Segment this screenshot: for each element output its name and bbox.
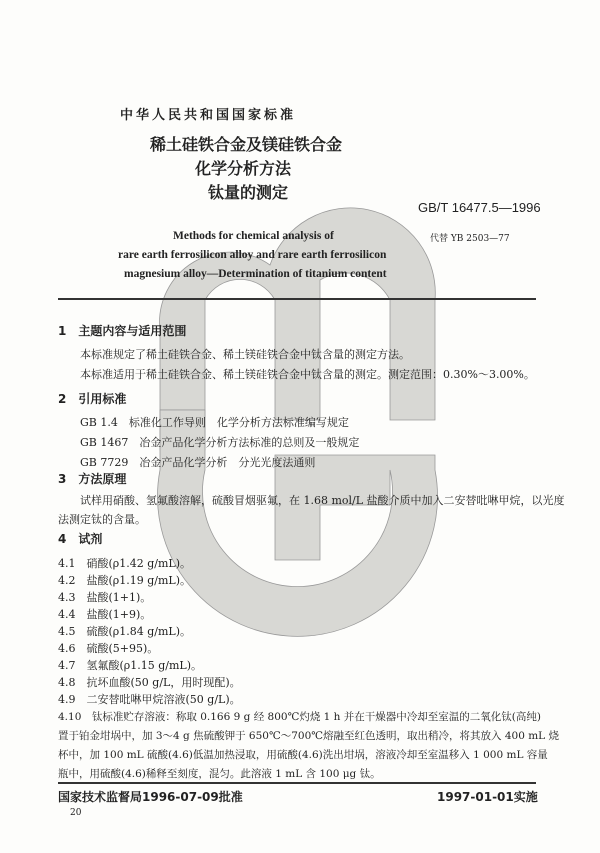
replaces: 代替 YB 2503—77 [430, 234, 510, 244]
title-line-1: 稀土硅铁合金及镁硅铁合金 [150, 135, 343, 154]
reagent-item: 4.1 硝酸(ρ1.42 g/mL)。 [58, 557, 192, 570]
page-number: 20 [70, 808, 82, 818]
paragraph: 本标准规定了稀土硅铁合金、稀土镁硅铁合金中钛含量的测定方法。 [80, 348, 410, 361]
effective-date: 1997-01-01实施 [437, 790, 538, 804]
english-title-2: rare earth ferrosilicon alloy and rare earth ferrosilicon [118, 249, 387, 261]
paragraph: 置于铂金坩埚中，加 3～4 g 焦硫酸钾于 650℃～700℃熔融至红色透明，取出稍冷，将其放入 400 mL 烧 [58, 730, 559, 742]
paragraph: 本标准适用于稀土硅铁合金、稀土镁硅铁合金中钛含量的测定。测定范围：0.30%～3.00%。 [80, 368, 535, 381]
paragraph: 瓶中，用硫酸(4.6)稀释至刻度，混匀。此溶液 1 mL 含 100 μg 钛。 [58, 768, 381, 780]
approval-date: 国家技术监督局1996-07-09批准 [58, 790, 243, 804]
divider [58, 298, 536, 300]
paragraph: 试样用硝酸、氢氟酸溶解，硫酸冒烟驱氟，在 1.68 mol/L 盐酸介质中加入二安替吡啉甲烷，以光度 [80, 494, 565, 507]
reagent-item: 4.6 硫酸(5+95)。 [58, 642, 159, 655]
english-title-3: magnesium alloy—Determination of titanium content [124, 268, 387, 280]
reference: GB 7729 冶金产品化学分析 分光光度法通则 [80, 456, 316, 469]
reference: GB 1467 冶金产品化学分析方法标准的总则及一般规定 [80, 436, 360, 449]
reagent-item: 4.10 钛标准贮存溶液：称取 0.166 9 g 经 800℃灼烧 1 h 并在干燥器中冷却至室温的二氧化钛(高纯) [58, 711, 541, 723]
reagent-item: 4.9 二安替吡啉甲烷溶液(50 g/L)。 [58, 693, 241, 706]
english-title-1: Methods for chemical analysis of [173, 230, 334, 242]
reagent-item: 4.7 氢氟酸(ρ1.15 g/mL)。 [58, 659, 203, 672]
section-3-heading: 3 方法原理 [58, 472, 127, 486]
reagent-item: 4.3 盐酸(1+1)。 [58, 591, 152, 604]
section-4-heading: 4 试剂 [58, 532, 103, 546]
reagent-item: 4.4 盐酸(1+9)。 [58, 608, 152, 621]
reference: GB 1.4 标准化工作导则 化学分析方法标准编写规定 [80, 416, 349, 429]
reagent-item: 4.8 抗坏血酸(50 g/L，用时现配)。 [58, 676, 241, 689]
reagent-item: 4.5 硫酸(ρ1.84 g/mL)。 [58, 625, 192, 638]
reagent-item: 4.2 盐酸(ρ1.19 g/mL)。 [58, 574, 192, 587]
title-line-2: 化学分析方法 [195, 159, 292, 178]
section-2-heading: 2 引用标准 [58, 392, 127, 406]
header: 中华人民共和国国家标准 [120, 108, 297, 123]
footer-divider [58, 782, 536, 784]
section-1-heading: 1 主题内容与适用范围 [58, 324, 187, 338]
paragraph: 法测定钛的含量。 [58, 513, 146, 526]
title-line-3: 钛量的测定 [208, 183, 289, 202]
standard-number: GB/T 16477.5—1996 [418, 200, 541, 215]
paragraph: 杯中，加 100 mL 硫酸(4.6)低温加热浸取，用硫酸(4.6)洗出坩埚，溶液冷却至室温移入 1 000 mL 容量 [58, 749, 548, 761]
